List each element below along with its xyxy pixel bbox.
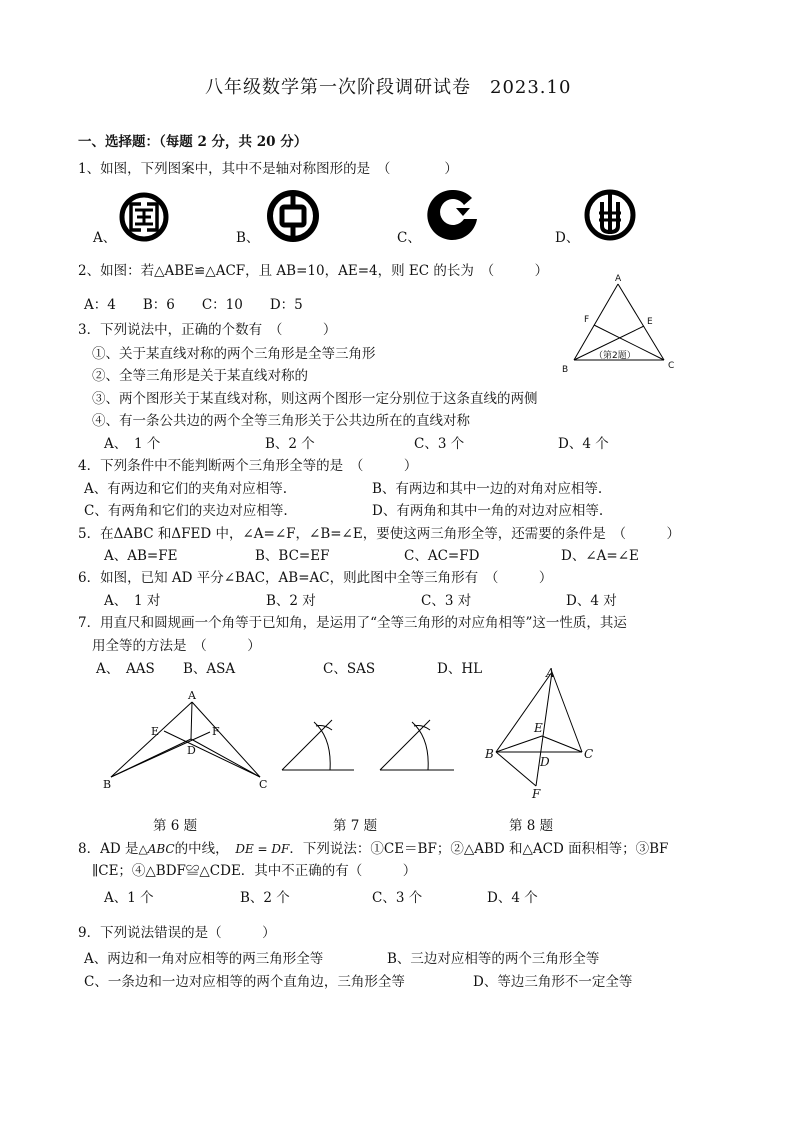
- question-6-stem: 6．如图，已知 AD 平分∠BAC，AB=AC，则此图中全等三角形有 （ ）: [78, 570, 553, 586]
- q3-statement-1: ①、关于某直线对称的两个三角形是全等三角形: [92, 346, 376, 362]
- fig6-point-c: C: [259, 778, 268, 791]
- bank-logo-b-icon: [265, 188, 321, 244]
- q7-option-b: B、ASA: [183, 661, 236, 677]
- q4-option-b: B、有两边和其中一边的对角对应相等.: [372, 481, 603, 497]
- section-heading: 一、选择题：（每题 2 分，共 20 分）: [78, 134, 308, 150]
- figure-8-caption: 第 8 题: [509, 818, 554, 834]
- q5-option-c: C、AC=FD: [404, 548, 480, 564]
- q2-point-e: E: [647, 317, 653, 327]
- bank-logo-a-icon: [117, 190, 171, 244]
- figure-8: [480, 660, 610, 802]
- q2-point-f: F: [584, 315, 590, 325]
- question-2-stem: 2、如图：若△ABE≌△ACF，且 AB=10，AE=4，则 EC 的长为 （ ）: [78, 263, 549, 279]
- q2-triangle-figure: [560, 272, 690, 376]
- q3-option-c: C、3 个: [414, 436, 465, 452]
- q8-triangle-abc: △ABC: [138, 842, 175, 856]
- q8-option-d: D、4 个: [487, 890, 538, 906]
- q1-option-c-label: C、: [397, 230, 421, 246]
- fig6-point-e: E: [151, 725, 160, 738]
- figure-7: [276, 712, 476, 782]
- bank-logo-d-icon: [582, 186, 638, 244]
- q4-option-c: C、有两角和它们的夹边对应相等.: [84, 503, 288, 519]
- q9-option-b: B、三边对应相等的两个三角形全等: [387, 951, 600, 967]
- fig6-point-d: D: [187, 744, 196, 757]
- page-title: 八年级数学第一次阶段调研试卷 2023.10: [205, 77, 572, 98]
- q8-stem-part-b: 的中线，: [174, 841, 222, 857]
- q8-equation: DE = DF: [235, 842, 290, 856]
- q3-option-d: D、4 个: [558, 436, 609, 452]
- q6-option-c: C、3 对: [421, 593, 472, 609]
- q8-stem-part-c: ．下列说法：①CE＝BF；②△ABD 和△ACD 面积相等；③BF: [289, 841, 669, 857]
- q3-option-b: B、2 个: [265, 436, 315, 452]
- fig8-point-f: F: [532, 787, 541, 801]
- q1-option-d-label: D、: [555, 230, 580, 246]
- q9-option-a: A、两边和一角对应相等的两三角形全等: [84, 951, 324, 967]
- fig8-point-c: C: [584, 747, 594, 761]
- question-7-stem-line2: 用全等的方法是 （ ）: [92, 638, 261, 654]
- question-1-stem: 1、如图，下列图案中，其中不是轴对称图形的是 （ ）: [78, 161, 458, 177]
- fig8-point-a: A: [546, 666, 555, 680]
- figure-6: [96, 688, 276, 796]
- q2-figure-caption: （第2题）: [594, 351, 636, 361]
- fig6-point-f: F: [212, 725, 220, 738]
- bank-logo-c-icon: [424, 186, 480, 244]
- question-8-stem-line1: [78, 840, 668, 858]
- q6-option-d: D、4 对: [566, 593, 617, 609]
- figure-6-caption: 第 6 题: [153, 818, 198, 834]
- question-7-stem-line1: 7．用直尺和圆规画一个角等于已知角，是运用了“全等三角形的对应角相等”这一性质，其运: [78, 615, 627, 631]
- q7-option-c: C、SAS: [323, 661, 376, 677]
- q5-option-d: D、∠A=∠E: [561, 548, 639, 564]
- q7-option-a: A、 AAS: [96, 661, 155, 677]
- q8-option-b: B、2 个: [240, 890, 290, 906]
- q1-option-b-label: B、: [236, 230, 260, 246]
- question-9-stem: 9．下列说法错误的是（ ）: [78, 925, 276, 941]
- q2-point-b: B: [562, 365, 569, 375]
- fig6-point-b: B: [103, 778, 112, 791]
- q9-option-d: D、等边三角形不一定全等: [473, 974, 633, 990]
- q8-option-c: C、3 个: [372, 890, 423, 906]
- q3-statement-3: ③、两个图形关于某直线对称，则这两个图形一定分别位于这条直线的两侧: [92, 391, 538, 407]
- q2-point-c: C: [668, 361, 675, 371]
- fig6-point-a: A: [188, 689, 196, 702]
- q7-option-d: D、HL: [437, 661, 483, 677]
- question-5-stem: 5．在ΔABC 和ΔFED 中，∠A=∠F，∠B=∠E，要使这两三角形全等，还需要的条件是 （ ）: [78, 526, 680, 542]
- q8-option-a: A、1 个: [104, 890, 154, 906]
- fig8-point-d: D: [540, 755, 550, 769]
- q6-option-a: A、 1 对: [104, 593, 161, 609]
- fig8-point-e: E: [534, 721, 543, 735]
- q3-statement-4: ④、有一条公共边的两个全等三角形关于公共边所在的直线对称: [92, 413, 470, 429]
- q4-option-a: A、有两边和它们的夹角对应相等.: [84, 481, 288, 497]
- q8-stem-part-a: 8．AD 是: [78, 841, 139, 857]
- fig8-point-b: B: [485, 747, 494, 761]
- q1-option-a-label: A、: [93, 230, 117, 246]
- q5-option-b: B、BC=EF: [255, 548, 330, 564]
- q5-option-a: A、AB=FE: [104, 548, 178, 564]
- q9-option-c: C、一条边和一边对应相等的两个直角边，三角形全等: [84, 974, 405, 990]
- question-3-stem: 3．下列说法中，正确的个数有 （ ）: [78, 322, 337, 338]
- question-8-stem-line2: ∥CE；④△BDF≌△CDE．其中不正确的有（ ）: [92, 863, 417, 879]
- question-4-stem: 4．下列条件中不能判断两个三角形全等的是 （ ）: [78, 458, 418, 474]
- figure-7-caption: 第 7 题: [333, 818, 378, 834]
- q2-point-a: A: [615, 274, 622, 284]
- question-2-options: A：4 B：6 C：10 D：5: [84, 297, 303, 313]
- q6-option-b: B、2 对: [266, 593, 316, 609]
- q3-option-a: A、 1 个: [104, 436, 161, 452]
- q4-option-d: D、有两角和其中一角的对边对应相等.: [372, 503, 604, 519]
- q3-statement-2: ②、全等三角形是关于某直线对称的: [92, 368, 308, 384]
